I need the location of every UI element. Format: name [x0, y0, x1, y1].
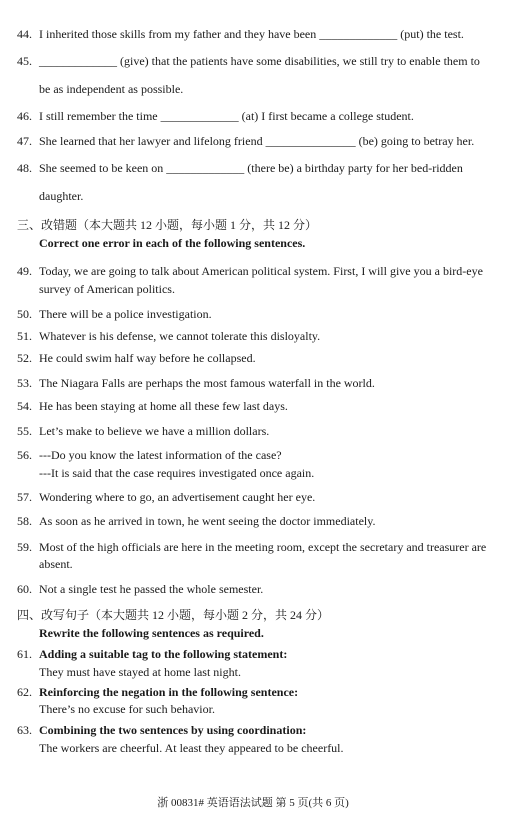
question-text: Let’s make to believe we have a million dollars. [39, 424, 270, 438]
question-text: be as independent as possible. [39, 82, 184, 96]
question-text: I still remember the time _____________ (at) I first became a college student. [39, 109, 414, 123]
question-text: Whatever is his defense, we cannot tolerate this disloyalty. [39, 329, 321, 343]
question-text: I inherited those skills from my father and they have been _____________ (put) the test. [39, 27, 464, 41]
question-number: 57. [17, 490, 32, 504]
question-number: 54. [17, 399, 32, 413]
section-3-instruction: Correct one error in each of the following sentences. [39, 236, 306, 250]
question-number: 56. [17, 448, 32, 462]
question-text: Reinforcing the negation in the following sentence: [39, 685, 299, 699]
question-number: 63. [17, 723, 32, 737]
section-4-instruction: Rewrite the following sentences as required. [39, 626, 264, 640]
question-number: 47. [17, 134, 32, 148]
question-number: 53. [17, 376, 32, 390]
question-number: 60. [17, 582, 32, 596]
question-number: 51. [17, 329, 32, 343]
question-text: Wondering where to go, an advertisement caught her eye. [39, 490, 316, 504]
page-footer: 浙 00831# 英语语法试题 第 5 页(共 6 页) [157, 797, 349, 809]
question-text: Not a single test he passed the whole semester. [39, 582, 264, 596]
question-number: 48. [17, 161, 32, 175]
question-text: Most of the high officials are here in the meeting room, except the secretary and treasurer are [39, 540, 487, 554]
question-text: She learned that her lawyer and lifelong friend _______________ (be) going to betray her. [39, 134, 475, 148]
question-number: 58. [17, 514, 32, 528]
question-text: The workers are cheerful. At least they appeared to be cheerful. [39, 741, 344, 755]
question-text: There will be a police investigation. [39, 307, 212, 321]
question-text: Adding a suitable tag to the following statement: [39, 647, 288, 661]
question-text: She seemed to be keen on _____________ (there be) a birthday party for her bed-ridden [39, 161, 463, 175]
question-number: 59. [17, 540, 32, 554]
question-number: 44. [17, 27, 32, 41]
question-text: Combining the two sentences by using coordination: [39, 723, 307, 737]
question-number: 61. [17, 647, 32, 661]
question-text: ---Do you know the latest information of the case? [39, 448, 282, 462]
question-text: absent. [39, 557, 73, 571]
question-text: Today, we are going to talk about American political system. First, I will give you a bird-eye [39, 264, 483, 278]
question-text: He could swim half way before he collapsed. [39, 351, 256, 365]
question-number: 52. [17, 351, 32, 365]
question-text: The Niagara Falls are perhaps the most famous waterfall in the world. [39, 376, 375, 390]
question-number: 62. [17, 685, 32, 699]
question-text: There’s no excuse for such behavior. [39, 702, 215, 716]
question-number: 45. [17, 54, 32, 68]
section-3-title: 三、改错题（本大题共 12 小题，每小题 1 分，共 12 分） [17, 218, 318, 232]
question-text: ---It is said that the case requires investigated once again. [39, 466, 315, 480]
question-text: _____________ (give) that the patients have some disabilities, we still try to enable them to [39, 54, 480, 68]
question-number: 49. [17, 264, 32, 278]
question-text: They must have stayed at home last night. [39, 665, 241, 679]
section-4-title: 四、改写句子（本大题共 12 小题，每小题 2 分，共 24 分） [17, 608, 330, 622]
question-text: survey of American politics. [39, 282, 175, 296]
question-number: 46. [17, 109, 32, 123]
question-text: daughter. [39, 189, 84, 203]
question-number: 50. [17, 307, 32, 321]
question-number: 55. [17, 424, 32, 438]
question-text: As soon as he arrived in town, he went seeing the doctor immediately. [39, 514, 376, 528]
question-text: He has been staying at home all these few last days. [39, 399, 288, 413]
